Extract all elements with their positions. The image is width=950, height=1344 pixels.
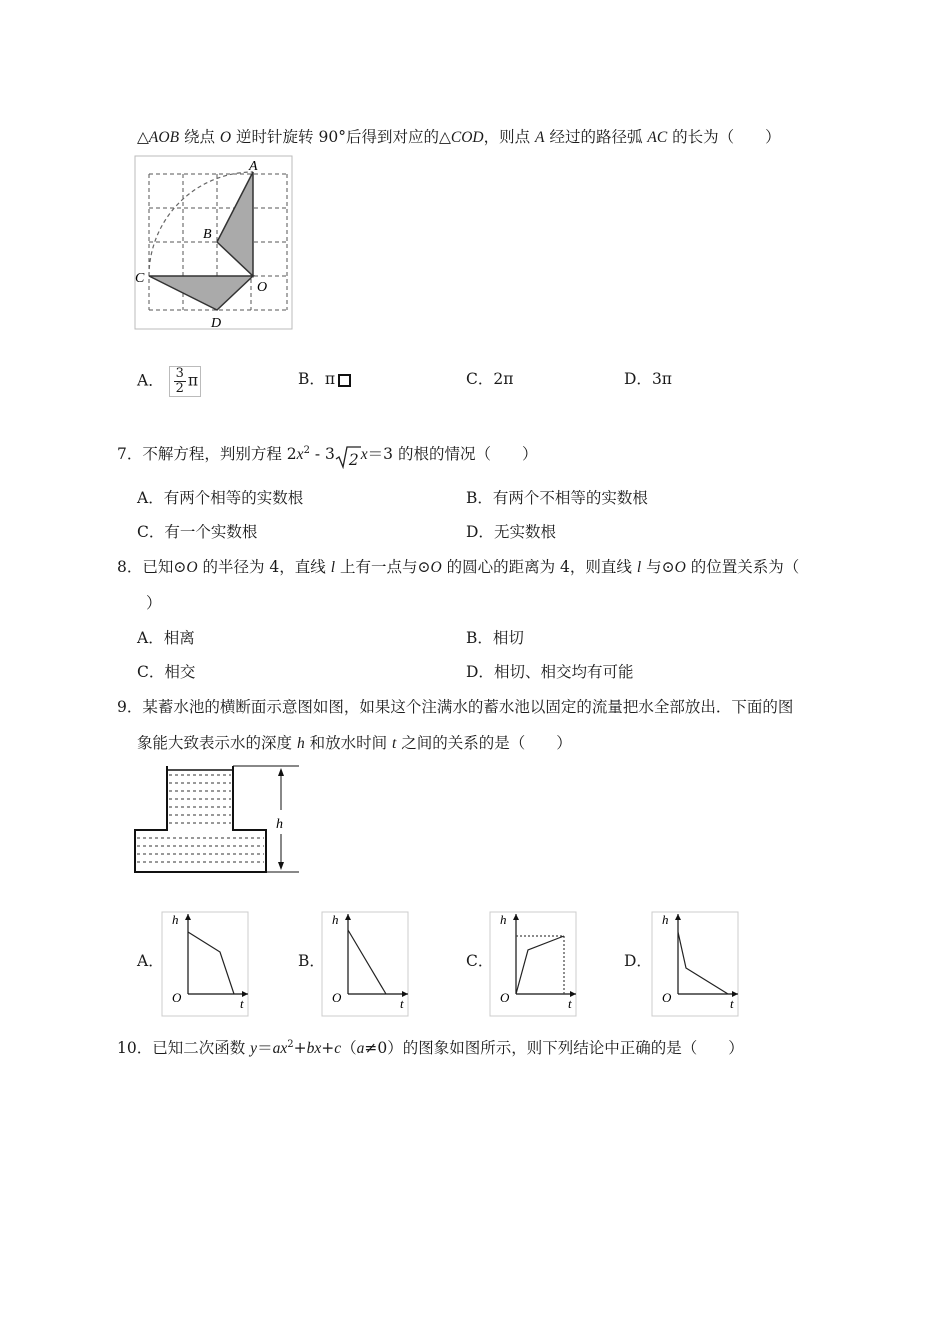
q6-option-c[interactable]: C．2π	[466, 370, 514, 388]
arrow-up-icon	[513, 914, 519, 920]
q9-option-c-letter[interactable]: C．	[466, 952, 494, 970]
q6-option-d[interactable]: D．3π	[624, 370, 672, 388]
svg-text:h: h	[332, 912, 339, 927]
q7-option-c[interactable]: C．有一个实数根	[137, 523, 258, 541]
label-d: D	[211, 316, 222, 331]
q8-option-d[interactable]: D．相切、相交均有可能	[466, 663, 634, 681]
label-a: A	[249, 159, 258, 174]
q8-stem-continued: ）	[146, 594, 162, 612]
q6-rotation-figure	[133, 155, 295, 331]
q9-reservoir-figure	[133, 762, 301, 878]
arrow-up-icon	[278, 768, 284, 776]
svg-text:O: O	[662, 990, 672, 1005]
q9-option-c-graph[interactable]	[488, 910, 580, 1020]
arrow-up-icon	[185, 914, 191, 920]
q6-option-a[interactable]: A． $\frac{3}{2}$ π	[137, 366, 201, 397]
q8-option-c[interactable]: C．相交	[137, 663, 196, 681]
square-symbol-icon	[338, 374, 351, 387]
svg-text:O: O	[172, 990, 182, 1005]
q6-stem: △AOB 绕点 O 逆时针旋转 90°后得到对应的△COD，则点 A 经过的路径弧 AC 的长为（ ）	[137, 128, 781, 146]
reservoir-outline	[135, 766, 266, 872]
curve	[188, 932, 234, 994]
q9-option-a-graph[interactable]	[160, 910, 252, 1020]
q10-stem: 10．已知二次函数 $y=ax^2+bx+c(a\ne 0)$的图象如图所示，则下列结论中正确的是（ ）	[117, 1039, 744, 1058]
q6-option-b[interactable]: B．π	[298, 368, 351, 390]
arrow-up-icon	[675, 914, 681, 920]
q8-option-b[interactable]: B．相切	[466, 629, 524, 647]
q7-stem: 7．不解方程，判别方程 $2x^2 - 3$ 2 x＝3 的根的情况（ ）	[117, 445, 538, 470]
svg-text:t: t	[568, 996, 572, 1011]
triangle-aob	[217, 172, 253, 276]
q9-option-d-letter[interactable]: D．	[624, 952, 652, 970]
svg-text:O: O	[500, 990, 510, 1005]
water-lines	[137, 775, 264, 862]
svg-text:h: h	[500, 912, 507, 927]
arrow-down-icon	[278, 862, 284, 870]
label-c: C	[135, 271, 145, 286]
triangle-cod	[149, 276, 253, 310]
q9-option-b-graph[interactable]	[320, 910, 412, 1020]
svg-text:t: t	[730, 996, 734, 1011]
q9-option-a-letter[interactable]: A．	[137, 952, 164, 970]
curve	[516, 936, 564, 994]
q9-stem-line1: 9．某蓄水池的横断面示意图如图，如果这个注满水的蓄水池以固定的流量把水全部放出．下面的图	[117, 698, 794, 716]
fraction-box: $\frac{3}{2}$ π	[169, 366, 201, 397]
q7-option-b[interactable]: B．有两个不相等的实数根	[466, 489, 648, 507]
curve	[348, 930, 386, 994]
svg-text:t: t	[240, 996, 244, 1011]
svg-text:h: h	[662, 912, 669, 927]
label-b: B	[203, 227, 212, 242]
sqrt-expression: 2	[341, 449, 359, 471]
q9-option-d-graph[interactable]	[650, 910, 742, 1020]
svg-text:t: t	[400, 996, 404, 1011]
q9-option-b-letter[interactable]: B．	[298, 952, 325, 970]
arrow-up-icon	[345, 914, 351, 920]
label-o: O	[257, 280, 268, 295]
q7-option-a[interactable]: A．有两个相等的实数根	[137, 489, 304, 507]
label-h: h	[276, 817, 283, 832]
svg-text:O: O	[332, 990, 342, 1005]
fraction: $\frac{3}{2}$	[175, 366, 184, 396]
q9-stem-line2: 象能大致表示水的深度 h 和放水时间 t 之间的关系的是（ ）	[137, 734, 572, 752]
curve	[678, 932, 728, 994]
svg-text:h: h	[172, 912, 179, 927]
q7-option-d[interactable]: D．无实数根	[466, 523, 556, 541]
q8-stem: 8．已知⊙O 的半径为 4，直线 l 上有一点与⊙O 的圆心的距离为 4，则直线 l 与⊙O 的位置关系为（	[117, 558, 800, 576]
q8-option-a[interactable]: A．相离	[137, 629, 195, 647]
